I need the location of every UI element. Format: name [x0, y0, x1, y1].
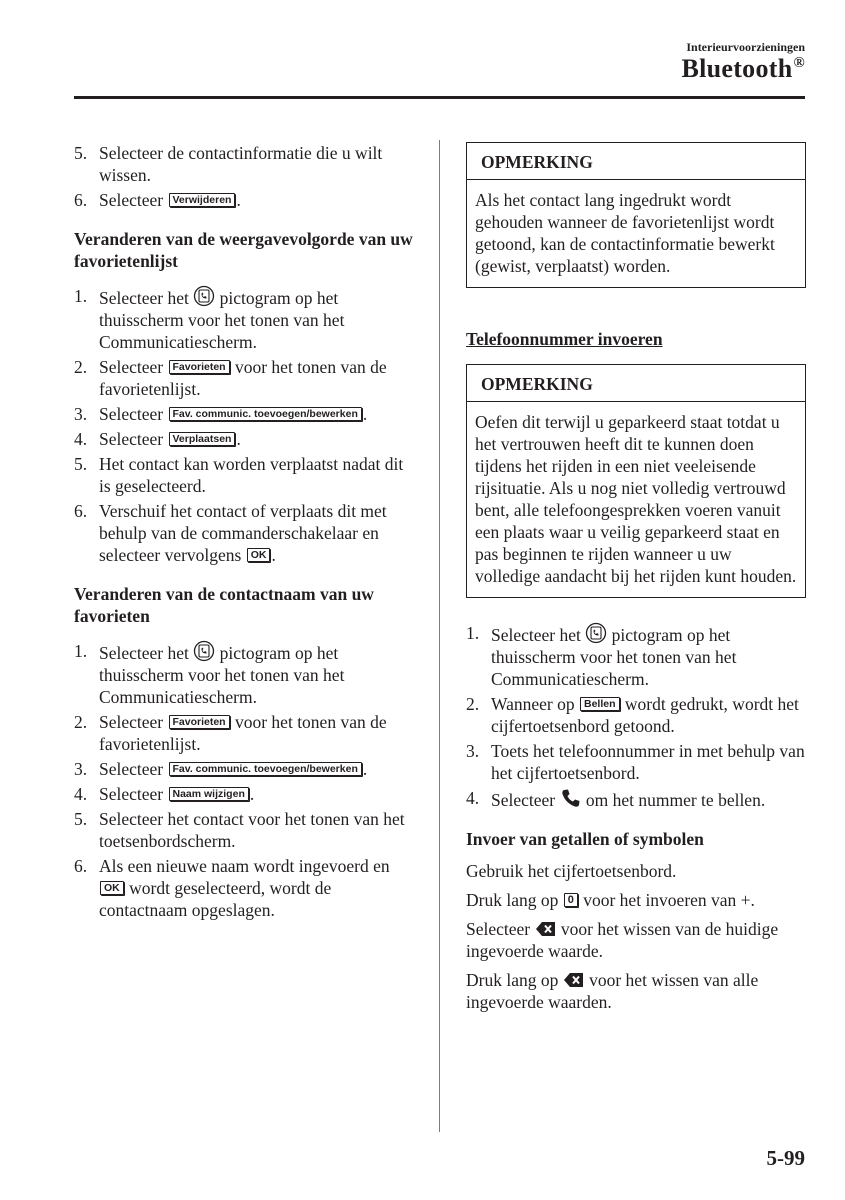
list-item: 5. Het contact kan worden verplaatst nadat dit is geselecteerd. — [74, 454, 404, 496]
page-number: 5-99 — [766, 1146, 805, 1170]
paragraph: Druk lang op 0 voor het invoeren van +. — [466, 890, 755, 910]
list-item: 6. Als een nieuwe naam wordt ingevoerd en OK wordt geselecteerd, wordt de contactnaam opgeslagen. — [74, 856, 390, 920]
dial-steps-list — [466, 622, 806, 811]
section-heading: Veranderen van de weergavevolgorde van uw favorietenlijst — [74, 229, 413, 271]
list-item: 3. Toets het telefoonnummer in met behulp van het cijfertoetsenbord. — [466, 741, 805, 783]
list-item: 1. Selecteer het pictogram op het thuisscherm voor het tonen van het Communicatiescherm. — [74, 641, 345, 707]
list-item: 4. Selecteer Verplaatsen . — [74, 429, 241, 449]
communication-icon — [585, 622, 607, 644]
note-body: Oefen dit terwijl u geparkeerd staat totdat u het vertrouwen heeft dit te kunnen doen tijdens het rijden in een niet veeleisende rijsituatie. Als u nog niet volledig vertrouwd bent, alle telefoongesprekken voeren vanuit een plaats waar u veilig geparkeerd staat en pas beginnen te rijden wanneer u uw volledige aandacht bij het rijden kunt houden. — [475, 412, 797, 586]
delete-steps-list — [74, 142, 419, 211]
paragraph: Druk lang op voor het wissen van alle ingevoerde waarden. — [466, 970, 759, 1012]
fav-communic-key: Fav. communic. toevoegen/bewerken — [169, 762, 362, 776]
list-item: 2. Selecteer Favorieten voor het tonen van de favorietenlijst. — [74, 357, 387, 399]
paragraph: Selecteer voor het wissen van de huidige ingevoerde waarde. — [466, 919, 779, 961]
paragraph: Gebruik het cijfertoetsenbord. — [466, 861, 677, 881]
list-item: 2. Wanneer op Bellen wordt gedrukt, wordt het cijfertoetsenbord getoond. — [466, 694, 799, 736]
page-title-text: Bluetooth — [681, 54, 793, 83]
reorder-steps-list — [74, 285, 419, 566]
header-rule — [74, 96, 805, 99]
zero-key: 0 — [564, 893, 578, 907]
phone-call-icon — [560, 787, 582, 809]
favorieten-key: Favorieten — [169, 360, 230, 374]
list-item: 4. Selecteer Naam wijzigen . — [74, 784, 255, 804]
note-title: OPMERKING — [467, 143, 805, 180]
backspace-icon — [535, 920, 557, 938]
right-column — [466, 142, 806, 1020]
verwijderen-key: Verwijderen — [169, 193, 236, 207]
note-box — [466, 142, 806, 288]
list-item: 5. Selecteer het contact voor het tonen van het toetsenbordscherm. — [74, 809, 405, 851]
communication-icon — [193, 640, 215, 662]
section-heading: Invoer van getallen of symbolen — [466, 829, 704, 849]
naam-wijzigen-key: Naam wijzigen — [169, 787, 249, 801]
list-item: 4. Selecteer om het nummer te bellen. — [466, 788, 766, 810]
ok-key: OK — [247, 548, 271, 562]
verplaatsen-key: Verplaatsen — [169, 432, 236, 446]
list-item: 2. Selecteer Favorieten voor het tonen van de favorietenlijst. — [74, 712, 387, 754]
list-item: 6. Selecteer Verwijderen . — [74, 190, 241, 210]
list-item: 6. Verschuif het contact of verplaats dit met behulp van de commanderschakelaar en selecteer vervolgens OK . — [74, 501, 387, 565]
rename-steps-list — [74, 640, 419, 921]
list-item: 3. Selecteer Fav. communic. toevoegen/bewerken . — [74, 404, 368, 424]
note-title: OPMERKING — [467, 365, 805, 402]
fav-communic-key: Fav. communic. toevoegen/bewerken — [169, 407, 362, 421]
note-body: Als het contact lang ingedrukt wordt gehouden wanneer de favorietenlijst wordt getoond, kan de contactinformatie bewerkt (gewist, verplaatst) worden. — [475, 190, 775, 276]
section-heading: Veranderen van de contactnaam van uw favorieten — [74, 584, 374, 626]
list-item: 3. Selecteer Fav. communic. toevoegen/bewerken . — [74, 759, 368, 779]
note-box — [466, 364, 806, 598]
communication-icon — [193, 285, 215, 307]
header-section: Interieurvoorzieningen — [686, 40, 805, 54]
list-item: 1. Selecteer het pictogram op het thuisscherm voor het tonen van het Communicatiescherm. — [466, 623, 737, 689]
list-item: 5. Selecteer de contactinformatie die u wilt wissen. — [74, 143, 383, 185]
ok-key: OK — [100, 881, 124, 895]
column-divider — [439, 140, 440, 1132]
backspace-icon — [563, 971, 585, 989]
left-column — [74, 142, 419, 924]
favorieten-key: Favorieten — [169, 715, 230, 729]
section-heading: Telefoonnummer invoeren — [466, 329, 663, 349]
bellen-key: Bellen — [580, 697, 620, 711]
page-title — [681, 54, 805, 84]
registered-mark: ® — [793, 55, 805, 71]
list-item: 1. Selecteer het pictogram op het thuisscherm voor het tonen van het Communicatiescherm. — [74, 286, 345, 352]
